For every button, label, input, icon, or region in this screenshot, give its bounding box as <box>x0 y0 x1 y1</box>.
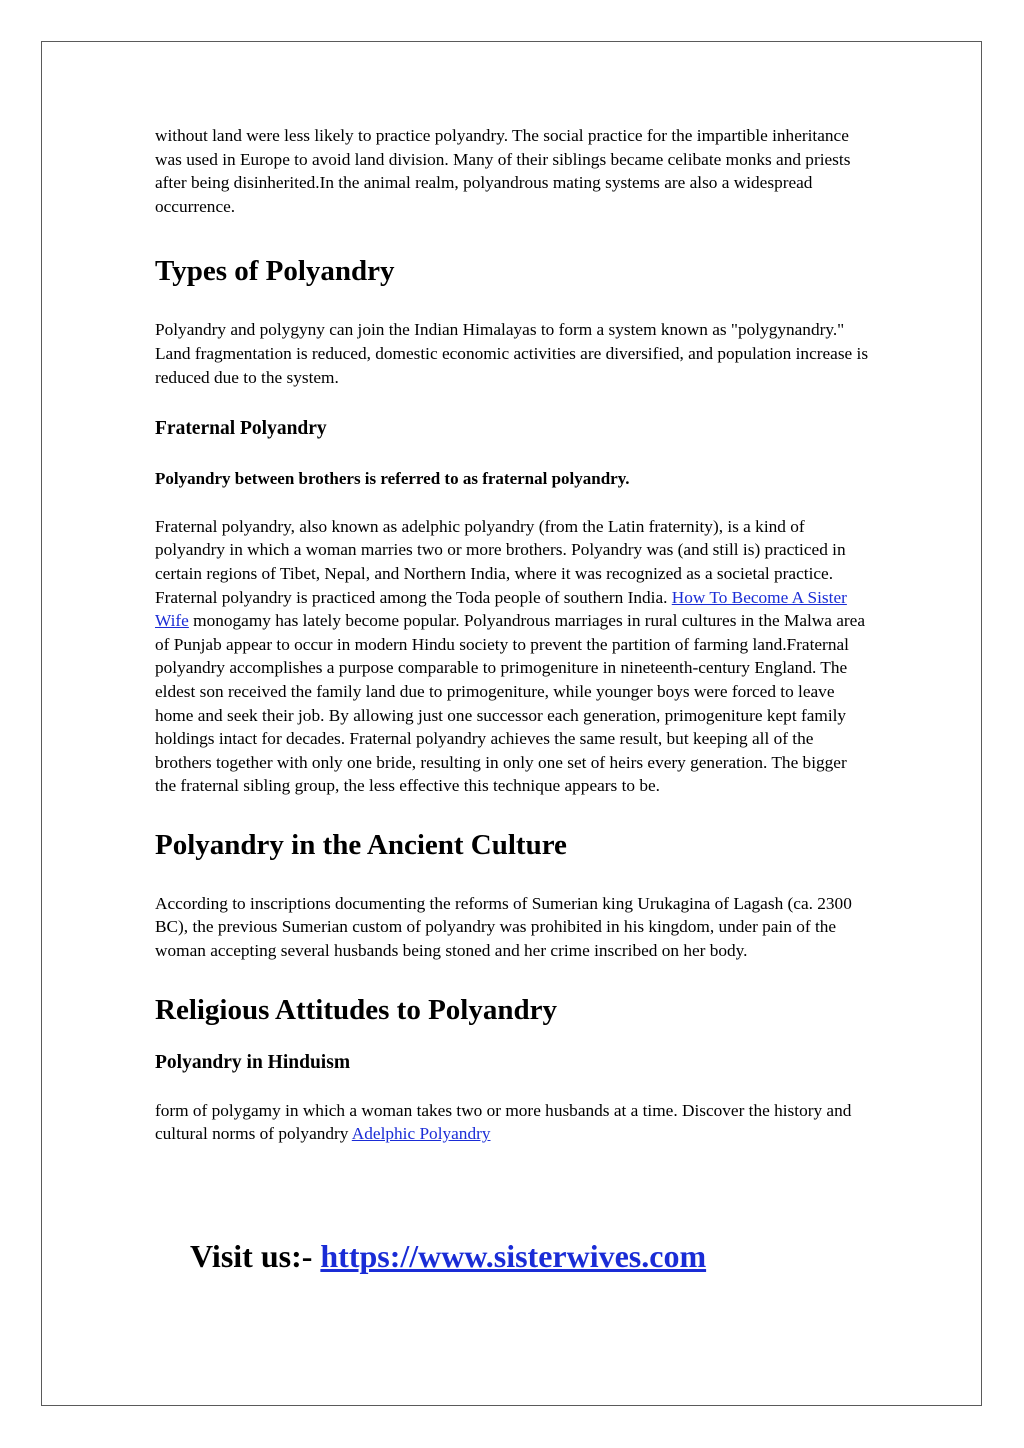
visit-us-line <box>190 1236 706 1276</box>
heading-fraternal-polyandry: Fraternal Polyandry <box>155 418 327 440</box>
fraternal-text-after-link: monogamy has lately become popular. Polyandrous marriages in rural cultures in the Malwa area of Punjab appear to occur in modern Hindu society to prevent the partition of farming land.Fraternal polyandry accomplishes a purpose comparable to primogeniture in nineteenth-century England. The eldest son received the family land due to primogeniture, while younger boys were forced to leave home and seek their job. By allowing just one successor each generation, primogeniture kept family holdings intact for decades. Fraternal polyandry achieves the same result, but keeping all of the brothers together with only one bride, resulting in only one set of heirs every generation. The bigger the fraternal sibling group, the less effective this technique appears to be. <box>155 611 866 796</box>
hinduism-text-before-link: form of polygamy in which a woman takes two or more husbands at a time. Discover the history and cultural norms of polyandry <box>155 1100 852 1144</box>
website-link[interactable]: https://www.sisterwives.com <box>320 1238 707 1274</box>
sister-wife-link[interactable]: How To Become A Sister Wife <box>155 587 847 631</box>
heading-ancient-culture: Polyandry in the Ancient Culture <box>155 828 567 861</box>
adelphic-polyandry-link[interactable]: Adelphic Polyandry <box>351 1124 491 1144</box>
fraternal-paragraph <box>155 515 870 798</box>
types-paragraph: Polyandry and polygyny can join the Indian Himalayas to form a system known as "polygynandry." Land fragmentation is reduced, domestic economic activities are diversified, and population increase is reduced due to the system. <box>155 320 869 387</box>
heading-polyandry-hinduism: Polyandry in Hinduism <box>155 1051 351 1073</box>
ancient-paragraph: According to inscriptions documenting the reforms of Sumerian king Urukagina of Lagash (ca. 2300 BC), the previous Sumerian custom of polyandry was prohibited in his kingdom, under pain of the woman accepting several husbands being stoned and her crime inscribed on her body. <box>155 893 852 961</box>
fraternal-text-before-link: Fraternal polyandry, also known as adelphic polyandry (from the Latin fraternity), is a kind of polyandry in which a woman marries two or more brothers. Polyandry was (and still is) practiced in certain regions of Tibet, Nepal, and Northern India, where it was recognized as a societal practice. Fraternal polyandry is practiced among the Toda people of southern India. <box>155 516 846 607</box>
intro-paragraph: without land were less likely to practice polyandry. The social practice for the impartible inheritance was used in Europe to avoid land division. Many of their siblings became celibate monks and priests after being disinherited.In the animal realm, polyandrous mating systems are also a widespread occurrence. <box>155 126 851 216</box>
visit-label: Visit us:- <box>190 1238 321 1274</box>
heading-religious-attitudes: Religious Attitudes to Polyandry <box>155 993 557 1026</box>
heading-types-of-polyandry: Types of Polyandry <box>155 255 395 288</box>
hinduism-paragraph <box>155 1099 870 1146</box>
document-body <box>155 124 870 1146</box>
fraternal-bold-line: Polyandry between brothers is referred to as fraternal polyandry. <box>155 469 630 489</box>
